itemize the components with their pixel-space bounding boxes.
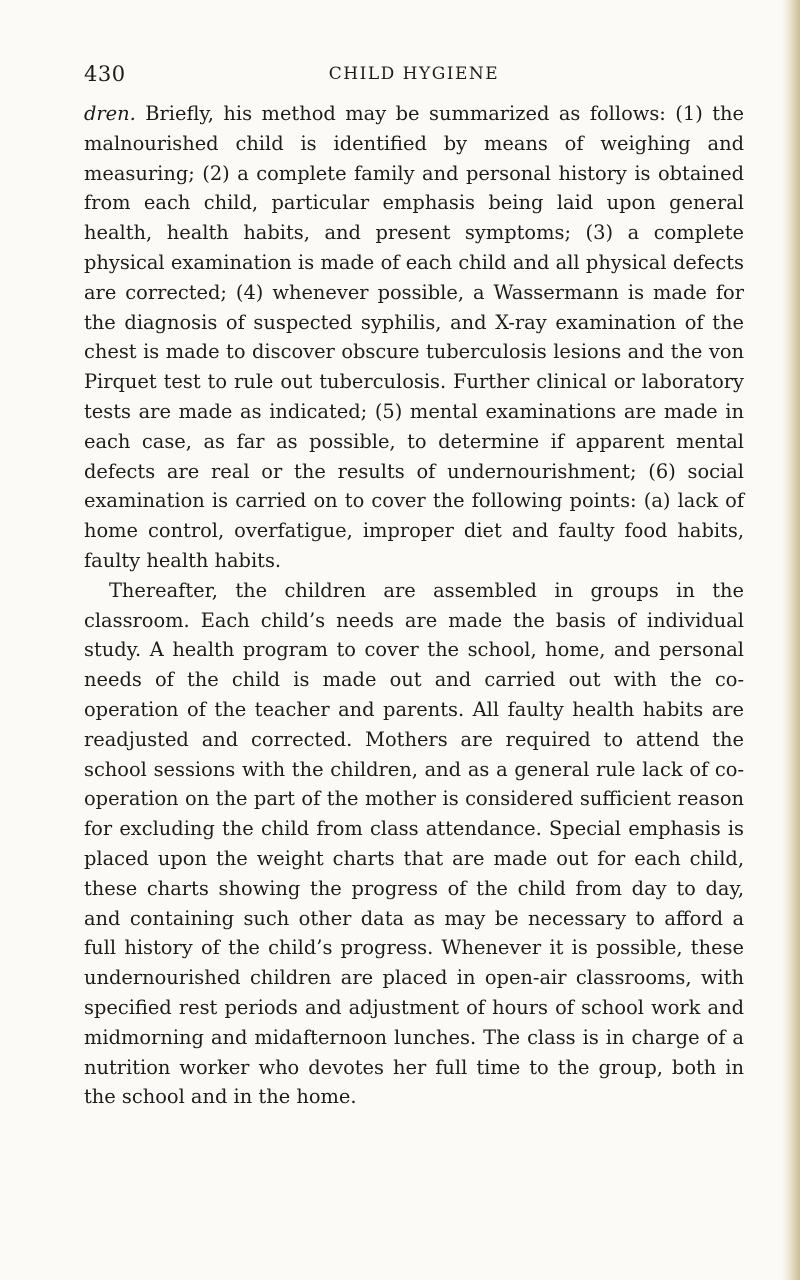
page-number: 430 — [84, 62, 126, 86]
paragraph-1 — [84, 99, 744, 576]
continued-word: dren. — [84, 102, 136, 125]
page-header — [84, 62, 744, 90]
page-edge — [782, 0, 800, 1280]
body-text — [84, 99, 744, 1112]
paragraph-1-text: Briefly, his method may be summarized as follows: (1) the malnourished child is identified by means of weighing and measuring; (2) a complete family and personal history is obtained from each child, particular emphasis being laid upon general health, health habits, and present symptoms; (3) a complete physical examination is made of each child and all physical defects are corrected; (4) whenever possible, a Wassermann is made for the diagnosis of suspected syphilis, and X-ray examination of the chest is made to discover obscure tuberculosis lesions and the von Pirquet test to rule out tuberculosis. Further clinical or laboratory tests are made as indicated; (5) mental examinations are made in each case, as far as possible, to determine if apparent mental defects are real or the results of undernourishment; (6) social examination is carried on to cover the following points: (a) lack of home control, overfatigue, improper diet and faulty food habits, faulty health habits. — [84, 102, 744, 572]
paragraph-2: Thereafter, the children are assembled in groups in the classroom. Each child’s needs are made the basis of individual study. A health program to cover the school, home, and personal needs of the child is made out and carried out with the co-operation of the teacher and parents. All faulty health habits are readjusted and corrected. Mothers are required to attend the school sessions with the children, and as a general rule lack of co-operation on the part of the mother is considered sufficient reason for excluding the child from class attendance. Special emphasis is placed upon the weight charts that are made out for each child, these charts showing the progress of the child from day to day, and containing such other data as may be necessary to afford a full history of the child’s progress. Whenever it is possible, these undernourished children are placed in open-air classrooms, with specified rest periods and adjustment of hours of school work and midmorning and midafternoon lunches. The class is in charge of a nutrition worker who devotes her full time to the group, both in the school and in the home. — [84, 578, 744, 1109]
running-head: CHILD HYGIENE — [328, 64, 500, 84]
